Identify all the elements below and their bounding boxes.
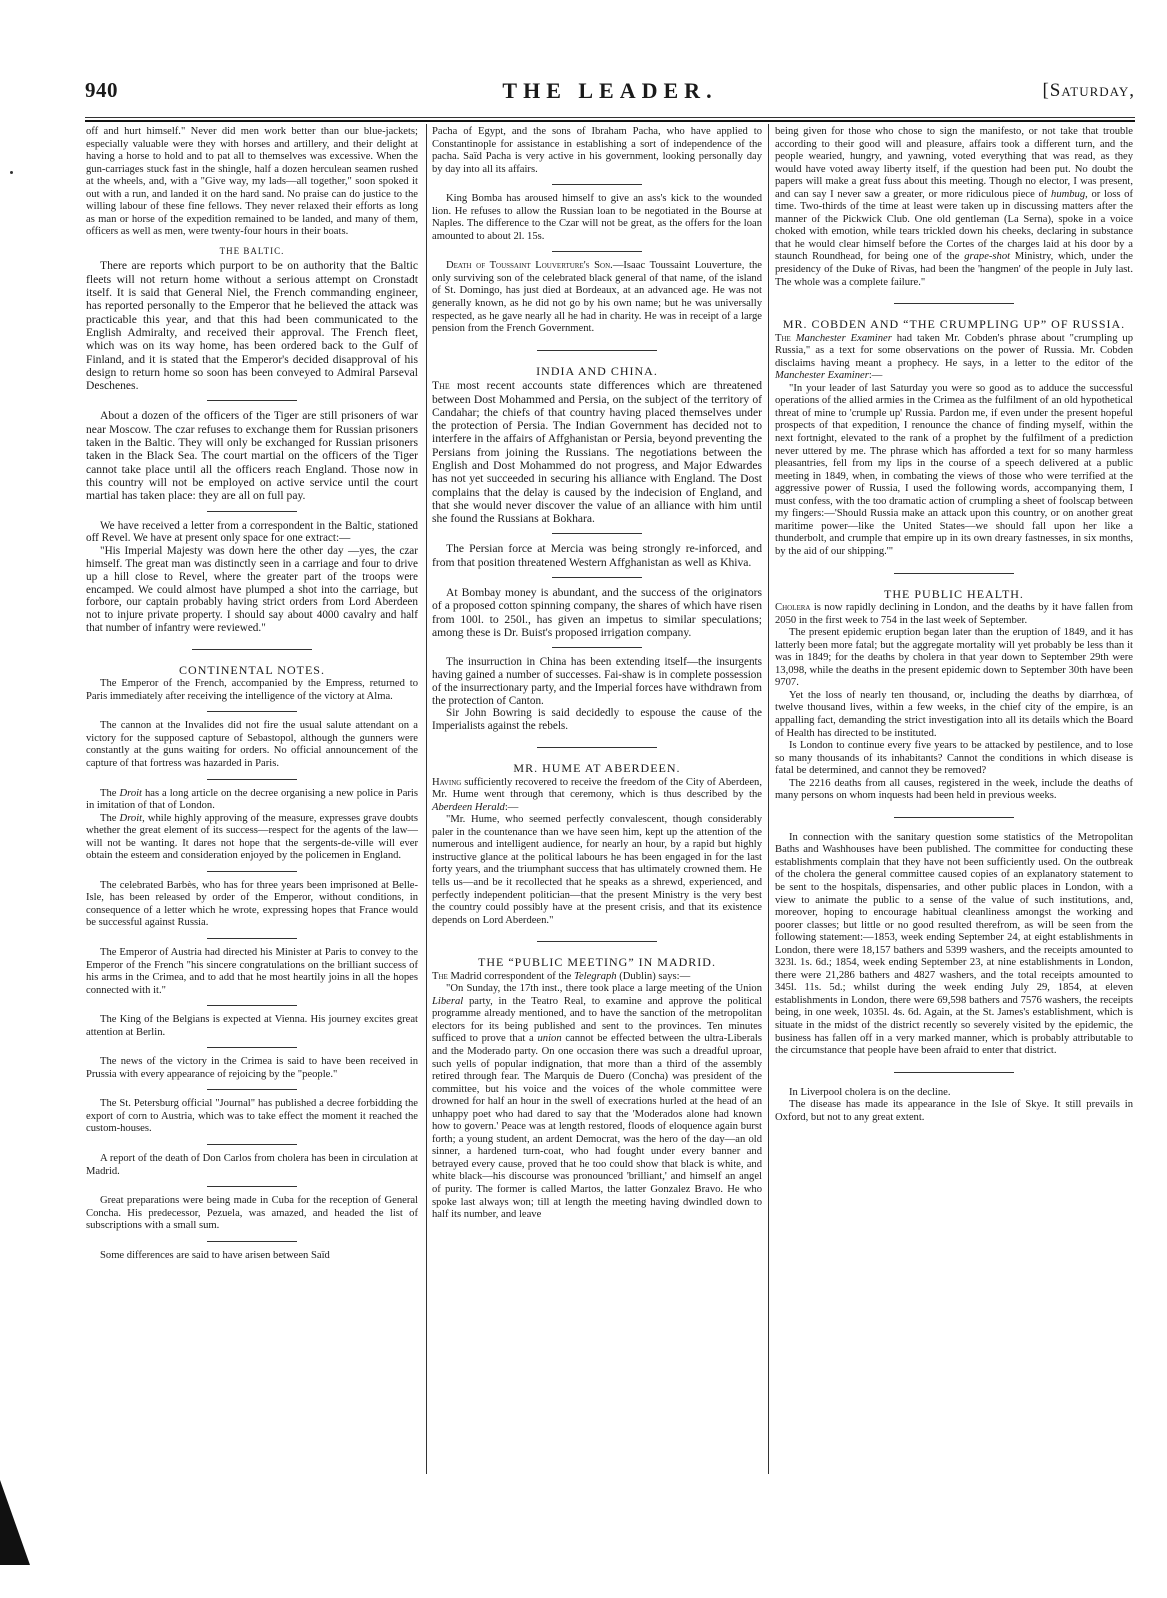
quoted-letter: "In your leader of last Saturday you were so good as to adduce the successful operations of the allied armies in the Crimea as the fulfilment of an old hypothetical threat of mine to 'crumple up' Russia. Pardon me, if even under the present hopeful prospects of that expedition, I renounce the chance of finding myself, within the next fortnight, elevated to the rank of a prophet by the fulfilment of a prediction never uttered by me. The phrase which has afforded a text for so many harmless pleasantries, fell from my lips in the course of a speech delivered at a public meeting in 1849, when, in combating the views of those who were terrified at the aggressive power of Russia, I used the following words, accompanying them, I must confess, with the too dramatic action of crumpling a sheet of foolscap between my fingers:—'Should Russia make an attack upon this country, or on another great maritime power—like the United States—we should fall upon her like a thunderbolt, and crumple that empire up in its own dreary fastnesses, in six months, by the aid of our shipping.'" — [775, 382, 1133, 557]
section-separator — [192, 649, 312, 650]
section-separator — [207, 511, 297, 512]
section-separator — [552, 251, 642, 252]
article-paragraph: Cholera is now rapidly declining in London, and the deaths by it have fallen from 2050 in the first week to 754 in the last week of September. — [775, 602, 1133, 626]
masthead-rule — [85, 117, 1135, 118]
section-separator — [894, 573, 1014, 574]
section-separator — [207, 1089, 297, 1090]
scan-corner-shadow — [0, 1480, 30, 1565]
section-separator — [894, 303, 1014, 304]
article-paragraph: The St. Petersburg official "Journal" has published a decree forbidding the export of corn to Austria, which was to take effect the moment it reached the custom-houses. — [86, 1098, 418, 1135]
section-heading: THE “PUBLIC MEETING” IN MADRID. — [478, 955, 716, 970]
article-paragraph: In Liverpool cholera is on the decline. — [789, 1086, 951, 1098]
article-paragraph: The insurruction in China has been extending itself—the insurgents having gained a number of successes. Fai-shaw is in complete possession of the insurrectionary party, and the Imperial forces have withdrawn from the protection of Canton. — [432, 656, 762, 707]
section-separator — [207, 1186, 297, 1187]
section-separator — [207, 938, 297, 939]
article-paragraph: The disease has made its appearance in the Isle of Skye. It still prevails in Oxford, but not to any great extent. — [775, 1099, 1133, 1123]
section-separator — [207, 1144, 297, 1145]
section-separator — [207, 779, 297, 780]
column-right — [775, 126, 1133, 1124]
article-paragraph: The most recent accounts state differences which are threatened between Dost Mohammed and Persia, on the subject of the territory of Candahar; the chiefs of that country having placed themselves under the protection of Persia. The Indian Government has decided not to interfere in the affairs of Affghanistan or Persia, beyond preventing the Persians from joining the Russians. The negotiations between the English and Dost Mohammed do not progress, and Major Edwardes has not yet succeeded in securing his alliance with England. The Dost complains that the delay is caused by the indecision of England, and that she would never discover the value of an alliance with him until she found the Russians at Bokhara. — [432, 379, 762, 526]
article-paragraph: Having sufficiently recovered to receive the freedom of the City of Aberdeen, Mr. Hume went through that ceremony, which is thus described by the Aberdeen Herald:— — [432, 776, 762, 813]
margin-speck — [10, 171, 13, 174]
issue-day: [Saturday, — [1042, 80, 1135, 101]
masthead-rule-heavy — [85, 120, 1135, 122]
section-separator — [207, 400, 297, 401]
section-heading: CONTINENTAL NOTES. — [179, 662, 325, 677]
article-paragraph: The celebrated Barbès, who has for three years been imprisoned at Belle-Isle, has been released by order of the Emperor, without conditions, in consequence of a letter which he wrote, expressing hopes that France would be successful against Russia. — [86, 879, 418, 929]
article-paragraph: The cannon at the Invalides did not fire the usual salute attendant on a victory for the supposed capture of Sebastopol, although the gunners were constantly at the guns waiting for orders. No official announcement of the capture of that fortress was hazarded in Paris. — [86, 720, 418, 769]
quoted-speech: "Mr. Hume, who seemed perfectly convalescent, though considerably paler in the countenance than we have seen him, kept up the attention of the numerous and intelligent audience, for nearly an hour, by a rapid but highly instructive glance at the political labours he has been engaged in for the last forty years, and the triumphant success that has ultimately crowned them. He tells us—and be it recollected that he speaks as a shrewd, experienced, and perfectly independent politician—that the present Ministry is the very best the country could possibly have at the present crisis, and that its existence depends on Lord Aberdeen." — [432, 814, 762, 926]
section-separator — [207, 1005, 297, 1006]
article-paragraph: Great preparations were being made in Cuba for the reception of General Concha. His predecessor, Pezuela, was amazed, and headed the list of subscriptions with a small sum. — [86, 1195, 418, 1232]
section-separator — [552, 577, 642, 578]
section-heading: INDIA AND CHINA. — [536, 363, 658, 378]
article-paragraph: Sir John Bowring is said decidedly to espouse the cause of the Imperialists against the rebels. — [432, 707, 762, 733]
section-separator — [207, 1047, 297, 1048]
publication-name: Droit — [119, 812, 143, 824]
publication-name: Telegraph — [574, 970, 617, 982]
article-paragraph: Some differences are said to have arisen between Saïd — [100, 1249, 330, 1261]
section-heading: MR. HUME AT ABERDEEN. — [513, 761, 681, 776]
article-paragraph: The Madrid correspondent of the Telegraph (Dublin) says:— — [432, 970, 691, 982]
section-separator — [552, 647, 642, 648]
quoted-report-continued: being given for those who chose to sign the manifesto, or not take that trouble according to their good will and pleasure, affairs took a different turn, and the people wearied, hungry, and yawning, voted everything that was read, as they would have voted away liberty itself, if the question had been put. No doubt the papers will make a great fuss about this meeting. Though no elector, I was present, and can say I never saw a greater, or more ridiculous piece of humbug, or loss of time. Two-thirds of the time at least were taken up in discussing matters after the manner of the Pickwick Club. One old gentleman (La Serna), spoke in a voice choked with emotion, while tears trickled down his cheeks, declaring in substance that he would clear himself before the Cortes of the charges laid at his door by a staunch Roundhead, for being one of the grape-shot Ministry, which, under the presidency of the Duke of Rivas, had been the 'hangmen' of the people in July last. The whole was a complete failure." — [775, 126, 1133, 288]
publication-name: Manchester Examiner — [795, 332, 892, 344]
article-paragraph: Pacha of Egypt, and the sons of Ibraham Pacha, who have applied to Constantinople for assistance in establishing a sort of independence of the pacha. Saïd Pacha is very active in his government, looking personally day by day into all its affairs. — [432, 126, 762, 175]
article-paragraph: We have received a letter from a correspondent in the Baltic, stationed off Revel. We have at present only space for one extract:— — [86, 519, 418, 545]
article-paragraph: The Droit has a long article on the decree organising a new police in Paris in imitation of that of London. — [86, 787, 418, 812]
section-separator — [537, 941, 657, 942]
article-paragraph: The Droit, while highly approving of the measure, expresses grave doubts whether the great element of its success—respect for the agents of the law—will not be wanting. It dares not hope that the sergents-de-ville will ever obtain the esteem and consideration enjoyed by the policemen in England. — [86, 812, 418, 862]
article-paragraph: In connection with the sanitary question some statistics of the Metropolitan Baths and Washhouses have been published. The committee for conducting these establishments complain that they have not been sufficiently used. On the outbreak of the cholera the general committee caused copies of an explanatory statement to be sent to the hospitals, dispensaries, and other public places in London, with a view to animate the public to a sense of the value of such institutions, and, moreover, hoping to encourage habitual cleanliness amongst the working and poorer classes; but little or no good resulted therefrom, as will be seen from the following statement:—1853, week ending September 24, at eight establishments in London, there were 18,157 bathers and 5399 washers, and the receipts amounted to 323l. 1s. 6d.; 1854, week ending September 23, at nine establishments in London, there were 21,286 bathers and 4827 washers, and the total receipts amounted to 345l. 11s. 5d.; whilst during the week ending July 29, 1854, at eleven establishments in London, there were 69,598 bathers and 7576 washers, the receipts being, in one week, 1035l. 4s. 6d. Again, at the St. James's establishment, which is situate in the midst of the district recently so severely visited by the epidemic, the business has fallen off in a very marked manner, which is probably attributable to the circumstance that people have been afraid to enter that district. — [775, 831, 1133, 1057]
section-separator — [894, 817, 1014, 818]
section-separator — [537, 747, 657, 748]
page-number: 940 — [85, 78, 118, 102]
column-divider — [426, 124, 427, 1474]
article-paragraph: About a dozen of the officers of the Tiger are still prisoners of war near Moscow. The czar refuses to exchange them for Russian prisoners taken in the Baltic. They will only be exchanged for Russian prisoners taken in the Black Sea. The court martial on the officers of the Tiger cannot take place until all the officers reach England. Those now in this country will not be employed on active service until the court martial has taken place: they are all on full pay. — [86, 409, 418, 503]
column-divider — [768, 124, 769, 1474]
section-separator — [207, 1241, 297, 1242]
section-separator — [552, 533, 642, 534]
quoted-report: "On Sunday, the 17th inst., there took place a large meeting of the Union Liberal party, in the Teatro Real, to examine and approve the political programme already mentioned, and to have the sanction of the metropolitan electors for its being published and sent to the provinces. Ten minutes sufficed to prove that a union cannot be effected between the ultra-Liberals and the Moderado party. On one occasion there was such a dreadful uproar, such yells of popular indignation, that more than a third of the assembly retired through fear. The Marquis de Duero (Concha) was president of the committee, but his voice and the voices of the whole committee were drowned for half an hour in the swell of execrations hurled at the head of an unhappy poet who had dared to say that the 'Moderados alone had known how to govern.' Peace was at length restored, floods of eloquence again burst forth; a young student, an ardent Democrat, was the hero of the day—an old sinner, a hardened turn-coat, who had fought under every banner and betrayed every cause, proved that he too could show that black is white, and white black—his discourse was pronounced 'brilliant,' and himself an angel of purity. The former is called Martos, the latter Gonzalez Bravo. He who spoke last always won; till at length the meeting having dwindled down to half its number, and leave — [432, 983, 762, 1221]
article-paragraph: A report of the death of Don Carlos from cholera has been in circulation at Madrid. — [86, 1153, 418, 1177]
section-separator — [552, 184, 642, 185]
article-paragraph: The present epidemic eruption began later than the eruption of 1849, and it has latterly been more fatal; but the aggregate mortality will yet probably be less than it was in 1849; for the deaths by cholera in that year down to September 29th were 13,098, while the deaths in the present epidemic down to September 30th have been 9707. — [775, 627, 1133, 689]
publication-title: THE LEADER. — [502, 78, 718, 103]
article-paragraph: King Bomba has aroused himself to give an ass's kick to the wounded lion. He refuses to allow the Russian loan to be negotiated in the Bourse at Naples. The difference to the Czar will not be great, as the offers for the loan amounted to about 2l. 15s. — [432, 193, 762, 242]
article-paragraph: Is London to continue every five years to be attacked by pestilence, and to lose so many thousands of its inhabitants? Cannot the conditions in which disease is fatal be determined, and cannot they be removed? — [775, 740, 1133, 777]
section-separator — [207, 711, 297, 712]
run-in-heading: Death of Toussaint Louverture's Son. — [446, 260, 613, 272]
quoted-letter: "His Imperial Majesty was down here the other day —yes, the czar himself. The great man was distinctly seen in a carriage and four to drive up a hill close to Revel, where the greater part of the troops were encamped. We could almost have plumped a shot into the carriage, but forbore, our captain probably having strict orders from Lord Aberdeen not to injure private property. I should say about 4000 cavalry and half that number of infantry were reviewed." — [86, 545, 418, 634]
article-paragraph: There are reports which purport to be on authority that the Baltic fleets will not return home without a serious attempt on Cronstadt itself. It is said that General Niel, the French commanding engineer, has reported personally to the Emperor that he believed the attack was practicable this year, and that this had been communicated to the English Admiralty, and received their approval. The French fleet, which was on its way home, has been ordered back to the Gulf of Finland, and it is stated that the Emperor's decided disapproval of his design to return home so soon has been conveyed to Admiral Parseval Deschenes. — [86, 259, 418, 393]
article-paragraph: The 2216 deaths from all causes, registered in the week, include the deaths of many persons on whom inquests had been held in previous weeks. — [775, 777, 1133, 802]
article-paragraph: The Manchester Examiner had taken Mr. Cobden's phrase about "crumpling up Russia," as a text for some observations on the power of Russia. Mr. Cobden disclaims having meant a prophecy. He says, in a letter to the editor of the Manchester Examiner:— — [775, 332, 1133, 382]
article-paragraph: At Bombay money is abundant, and the success of the originators of a proposed cotton spinning company, the shares of which have risen from 100l. to 250l., has given an impetus to similar speculations; among these is Dr. Buist's proposed irrigation company. — [432, 586, 762, 639]
article-paragraph: Death of Toussaint Louverture's Son.—Isaac Toussaint Louverture, the only surviving son of the celebrated black general of that name, of the island of St. Domingo, has just died at Bordeaux, at an advanced age. He was not generally known, as he did not go by his own name; but he was universally respected, as he gave nearly all he had in charity. He was in receipt of a large pension from the French Government. — [432, 260, 762, 335]
column-left — [86, 126, 418, 1262]
section-separator — [207, 871, 297, 872]
section-separator — [537, 350, 657, 351]
article-paragraph: The Emperor of the French, accompanied by the Empress, returned to Paris immediately after receiving the intelligence of the victory at Alma. — [86, 678, 418, 702]
section-separator — [894, 1072, 1014, 1073]
section-subheading: THE BALTIC. — [219, 245, 285, 256]
article-paragraph: The Persian force at Mercia was being strongly re-inforced, and from that position threatened Western Affghanistan as well as Khiva. — [432, 542, 762, 569]
article-paragraph: The Emperor of Austria had directed his Minister at Paris to convey to the Emperor of the French "his sincere congratulations on the brilliant success of his arms in the Crimea, and to add that he most heartily joins in all the hopes connected with it." — [86, 946, 418, 996]
publication-name: Aberdeen Herald — [432, 801, 505, 813]
article-paragraph: off and hurt himself." Never did men work better than our blue-jackets; especially valuable were they with horses and artillery, and their delight at having a horse to hold and to pat all to themselves was excessive. When the gun-carriages stuck fast in the shingle, half a dozen herculean seamen rushed at the wheels, and, with a "Give way, my lads—all together," soon spoked it out with a run, and landed it on the hard sand. No praise can do justice to the willing labour of these fine fellows. They never relaxed their efforts as long as man or horse of the expedition remained to be landed, and many of them, officers as well as men, were twenty-four hours in their boats. — [86, 126, 418, 238]
article-paragraph: The King of the Belgians is expected at Vienna. His journey excites great attention at Berlin. — [86, 1014, 418, 1038]
section-heading: THE PUBLIC HEALTH. — [884, 586, 1024, 601]
section-heading: MR. COBDEN AND “THE CRUMPLING UP” OF RUSSIA. — [782, 317, 1126, 332]
publication-name: Droit — [119, 787, 143, 799]
masthead — [85, 78, 1135, 114]
article-paragraph: Yet the loss of nearly ten thousand, or, including the deaths by diarrhœa, of twelve thousand lives, within a few weeks, in the chief city of the empire, is an appalling fact, demanding the strict investigation into all its details which the Board of Health has directed to be instituted. — [775, 689, 1133, 739]
publication-name: Manchester Examiner — [775, 370, 869, 382]
column-middle — [432, 126, 762, 1222]
article-paragraph: The news of the victory in the Crimea is said to have been received in Prussia with every appearance of rejoicing by the "people." — [86, 1056, 418, 1080]
